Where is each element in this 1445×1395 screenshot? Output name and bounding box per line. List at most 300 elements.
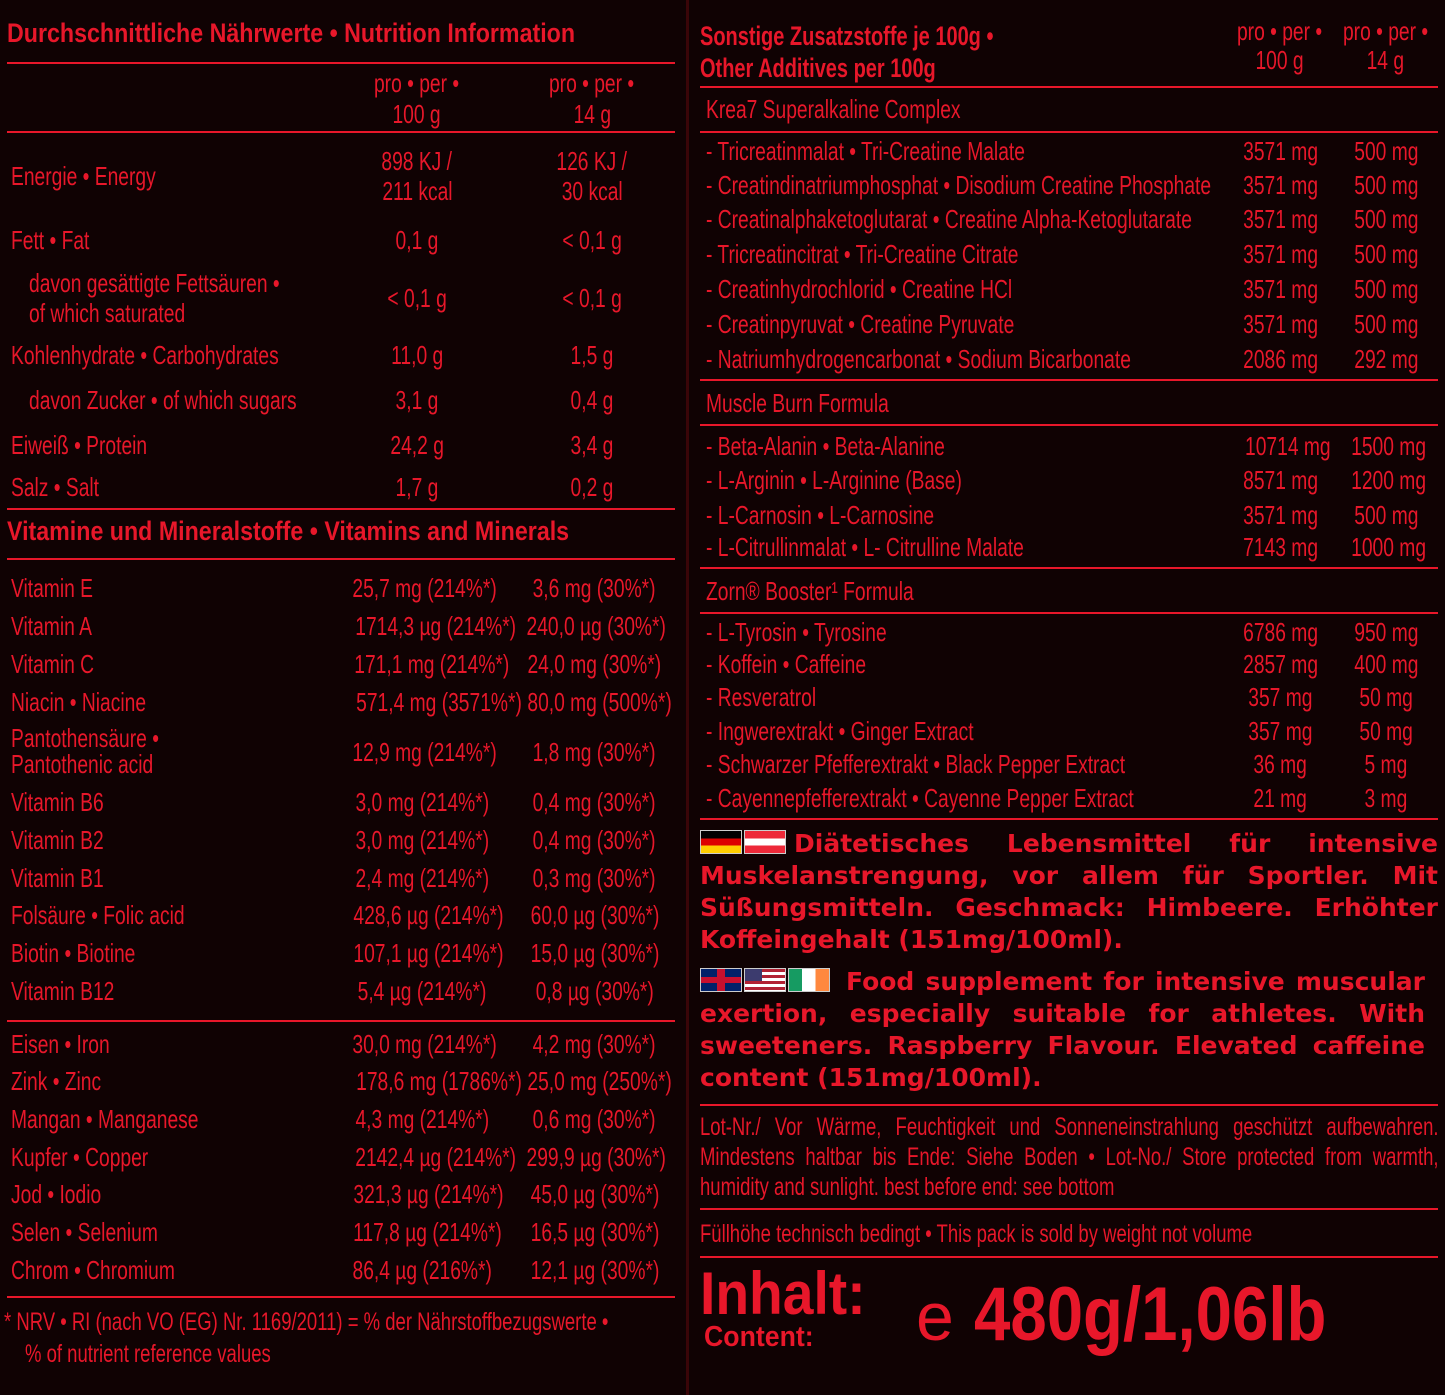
value-text: 3571 mg xyxy=(1243,274,1319,304)
value-per100 xyxy=(1230,344,1330,374)
value-per14 xyxy=(502,1217,687,1247)
additive-label xyxy=(706,682,855,712)
value-per100 xyxy=(327,649,517,679)
value-per14 xyxy=(527,225,657,255)
nutrient-label-text: of which saturated xyxy=(29,298,186,328)
value-text: 3571 mg xyxy=(1243,309,1319,339)
vitamin-label xyxy=(11,863,136,893)
value-per14 xyxy=(1338,500,1434,530)
additive-label-text: - Schwarzer Pfefferextrakt • Black Pepper Extract xyxy=(706,749,1126,779)
value-per100 xyxy=(1230,682,1330,712)
value-text: 10714 mg xyxy=(1245,431,1331,461)
value-text: 1,7 g xyxy=(395,472,439,502)
value-text: 0,4 mg (30%*) xyxy=(533,787,656,817)
value-per14 xyxy=(527,385,657,415)
value-per100 xyxy=(1230,783,1330,813)
value-per14 xyxy=(1338,170,1434,200)
value-per14 xyxy=(1338,344,1434,374)
additive-label-text: - Cayennepfefferextrakt • Cayenne Pepper Extract xyxy=(706,783,1134,813)
group-title-text: Krea7 Superalkaline Complex xyxy=(706,94,961,124)
fill-note: Füllhöhe technisch bedingt • This pack is sold by weight not volume xyxy=(700,1220,1253,1248)
vitamin-label-text: Niacin • Niacine xyxy=(11,687,147,717)
value-text: 950 mg xyxy=(1353,617,1419,647)
footnote-line2: % of nutrient reference values xyxy=(25,1340,271,1368)
value-text: 0,4 g xyxy=(570,385,614,415)
additive-label-text: - Creatinhydrochlorid • Creatine HCl xyxy=(706,274,1013,304)
notice-english: Food supplement for intensive muscular exertion, especially suitable for athletes. With sweeteners. Raspberry Flavour. Elevated caffeine content (151mg/100ml). xyxy=(700,967,1425,1092)
group-title-text: Zorn® Booster¹ Formula xyxy=(706,576,914,606)
additive-label xyxy=(706,649,922,679)
rule xyxy=(700,86,1438,88)
nutrient-label-text: davon Zucker • of which sugars xyxy=(29,385,297,415)
rule xyxy=(700,1104,1438,1106)
value-text: 571,4 mg (3571%*) xyxy=(356,687,522,717)
value-text: 11,0 g xyxy=(390,340,444,370)
value-text: 80,0 mg (500%*) xyxy=(527,687,672,717)
value-per100 xyxy=(1230,649,1330,679)
nutrient-label-text: Energie • Energy xyxy=(11,161,156,191)
additive-label-text: - L-Tyrosin • Tyrosine xyxy=(706,617,887,647)
mineral-label xyxy=(11,1029,144,1059)
value-text: 86,4 µg (216%*) xyxy=(352,1255,492,1285)
value-text: 500 mg xyxy=(1353,309,1419,339)
value-per100 xyxy=(1230,204,1330,234)
value-text: 3571 mg xyxy=(1243,239,1319,269)
value-per100 xyxy=(327,611,517,641)
additive-label-text: - Creatinalphaketoglutarat • Creatine Alpha-Ketoglutarate xyxy=(706,204,1192,234)
nutrition-title: Durchschnittliche Nährwerte • Nutrition Information xyxy=(7,18,576,48)
value-text: 0,3 mg (30%*) xyxy=(533,863,656,893)
nutrition-col-per14: pro • per • 14 g xyxy=(549,68,635,129)
additive-label-text: - L-Arginin • L-Arginine (Base) xyxy=(706,465,962,495)
value-text: 3571 mg xyxy=(1243,500,1319,530)
value-text: 60,0 µg (30%*) xyxy=(530,900,659,930)
value-per100 xyxy=(327,1255,517,1285)
value-per14 xyxy=(527,283,657,313)
value-text: 5 mg xyxy=(1364,749,1408,779)
value-per14 xyxy=(527,430,657,460)
flag-ireland-icon xyxy=(788,968,830,992)
value-per100 xyxy=(327,687,522,717)
value-text: 0,6 mg (30%*) xyxy=(533,1104,656,1134)
vitamin-label-text: Vitamin B12 xyxy=(11,976,115,1006)
nutrient-label xyxy=(29,385,391,415)
value-text: 500 mg xyxy=(1353,500,1419,530)
value-per14 xyxy=(527,146,657,206)
additive-label xyxy=(706,431,1029,461)
rule xyxy=(700,1208,1438,1210)
vitamin-label xyxy=(11,725,211,777)
value-text: 2086 mg xyxy=(1243,344,1319,374)
value-text: 500 mg xyxy=(1353,239,1419,269)
vitamin-label-text: Pantothenic acid xyxy=(11,749,154,779)
nutrient-label-text: Eiweiß • Protein xyxy=(11,430,148,460)
value-text: < 0,1 g xyxy=(387,283,447,313)
mineral-label-text: Zink • Zinc xyxy=(11,1066,102,1096)
value-per14 xyxy=(527,340,657,370)
rule xyxy=(700,567,1438,569)
value-text: 24,0 mg (30%*) xyxy=(527,649,662,679)
value-per100 xyxy=(1230,716,1330,746)
value-per100 xyxy=(327,900,517,930)
value-text: 24,2 g xyxy=(390,430,444,460)
nutrient-label xyxy=(11,225,117,255)
mineral-label xyxy=(11,1104,264,1134)
value-per100 xyxy=(327,573,517,603)
value-text: 171,1 mg (214%*) xyxy=(354,649,510,679)
value-text: 1,8 mg (30%*) xyxy=(533,737,656,767)
mineral-label-text: Chrom • Chromium xyxy=(11,1255,175,1285)
value-per100 xyxy=(327,1066,522,1096)
value-text: 1714,3 µg (214%*) xyxy=(355,611,517,641)
value-per14 xyxy=(502,938,687,968)
nutrient-label-text: Kohlenhydrate • Carbohydrates xyxy=(11,340,279,370)
rule xyxy=(7,1296,675,1298)
vitamin-label xyxy=(11,825,136,855)
value-text: 30,0 mg (214%*) xyxy=(352,1029,497,1059)
additive-label xyxy=(706,274,1120,304)
rule xyxy=(7,508,675,510)
value-per14 xyxy=(1338,617,1434,647)
value-per100 xyxy=(352,340,482,370)
value-per100 xyxy=(1230,500,1330,530)
value-per100 xyxy=(327,787,517,817)
additive-label-text: - Tricreatinmalat • Tri-Creatine Malate xyxy=(706,136,1025,166)
additive-label xyxy=(706,617,950,647)
rule xyxy=(700,131,1438,133)
rule xyxy=(700,818,1438,820)
nutrient-label-text: Salz • Salt xyxy=(11,472,100,502)
value-text: 321,3 µg (214%*) xyxy=(353,1179,504,1209)
value-text: 50 mg xyxy=(1359,716,1413,746)
additive-label-text: - Creatinpyruvat • Creatine Pyruvate xyxy=(706,309,1015,339)
flag-austria-icon xyxy=(744,830,786,854)
mineral-label-text: Kupfer • Copper xyxy=(11,1142,149,1172)
value-per14 xyxy=(1338,649,1434,679)
vitamin-label-text: Vitamin B6 xyxy=(11,787,104,817)
value-per100 xyxy=(1230,170,1330,200)
rule xyxy=(700,1256,1438,1258)
value-per100 xyxy=(1230,136,1330,166)
flag-germany-icon xyxy=(700,830,742,854)
value-per100 xyxy=(327,863,517,893)
value-text: 15,0 µg (30%*) xyxy=(530,938,659,968)
rule xyxy=(7,62,675,64)
value-per100 xyxy=(1230,431,1330,461)
additive-label-text: - Beta-Alanin • Beta-Alanine xyxy=(706,431,945,461)
value-per100 xyxy=(327,1179,517,1209)
value-per14 xyxy=(1338,274,1434,304)
value-text: 500 mg xyxy=(1353,274,1419,304)
vitamin-label-text: Vitamin E xyxy=(11,573,93,603)
value-per14 xyxy=(1338,204,1434,234)
value-per100 xyxy=(352,225,482,255)
value-text: 357 mg xyxy=(1247,716,1313,746)
value-per100 xyxy=(327,1104,517,1134)
value-per100 xyxy=(327,938,517,968)
flag-usa-icon xyxy=(744,968,786,992)
group-title-text: Muscle Burn Formula xyxy=(706,388,889,418)
value-per14 xyxy=(502,976,687,1006)
value-per100 xyxy=(352,430,482,460)
value-per14 xyxy=(1338,749,1434,779)
additive-label-text: - L-Carnosin • L-Carnosine xyxy=(706,500,935,530)
vitamin-label-text: Pantothensäure • xyxy=(11,723,159,753)
nutrition-col-per100: pro • per • 100 g xyxy=(374,68,460,129)
additive-label-text: - Ingwerextrakt • Ginger Extract xyxy=(706,716,974,746)
value-per100 xyxy=(327,1217,517,1247)
nutrient-label xyxy=(11,161,207,191)
value-text: 3,0 mg (214%*) xyxy=(355,787,489,817)
value-text: 117,8 µg (214%*) xyxy=(353,1217,502,1247)
value-per14 xyxy=(1338,239,1434,269)
value-text: 3,4 g xyxy=(570,430,614,460)
vitamin-label-text: Biotin • Biotine xyxy=(11,938,136,968)
nutrition-row xyxy=(7,268,675,330)
additive-label xyxy=(706,136,1137,166)
value-text: 0,2 g xyxy=(570,472,614,502)
vitamin-label xyxy=(11,573,122,603)
value-per100 xyxy=(352,385,482,415)
nutrient-label xyxy=(11,430,195,460)
mineral-label-text: Selen • Selenium xyxy=(11,1217,158,1247)
mineral-label-text: Eisen • Iron xyxy=(11,1029,110,1059)
value-text: 898 KJ / xyxy=(381,146,453,176)
value-per14 xyxy=(502,1066,687,1096)
vitamins-title: Vitamine und Mineralstoffe • Vitamins and Minerals xyxy=(7,516,570,546)
value-per100 xyxy=(1230,465,1330,495)
value-per14 xyxy=(502,1104,687,1134)
value-per14 xyxy=(1338,716,1434,746)
additive-label xyxy=(706,309,1123,339)
content-label-de: Inhalt: xyxy=(700,1260,866,1327)
nutrient-label-text: davon gesättigte Fettsäuren • xyxy=(29,268,280,298)
rule xyxy=(7,558,675,560)
value-text: 8571 mg xyxy=(1243,465,1319,495)
value-per14 xyxy=(1338,465,1434,495)
value-per14 xyxy=(502,1255,687,1285)
additive-group-title xyxy=(706,94,1050,125)
additives-col-per14: pro • per • 14 g xyxy=(1342,16,1429,75)
flag-uk-icon xyxy=(700,968,742,992)
value-text: 50 mg xyxy=(1359,682,1413,712)
notice-german: Diätetisches Lebensmittel für intensive Muskelanstrengung, vor allem für Sportler. Mit Süßungsmitteln. Geschmack: Himbeere. Erhöhter Koffeingehalt (151mg/100ml). xyxy=(700,829,1438,954)
value-per100 xyxy=(1230,239,1330,269)
value-per14 xyxy=(1338,682,1434,712)
value-per14 xyxy=(502,737,687,767)
value-text: 3571 mg xyxy=(1243,136,1319,166)
value-text: 400 mg xyxy=(1353,649,1419,679)
nutrient-label xyxy=(11,472,130,502)
additive-label xyxy=(706,532,1136,562)
nutrient-label xyxy=(29,268,368,328)
value-per14 xyxy=(1338,136,1434,166)
value-per100 xyxy=(327,976,517,1006)
additives-col-per100: pro • per • 100 g xyxy=(1237,16,1323,75)
value-text: 299,9 µg (30%*) xyxy=(526,1142,666,1172)
value-text: < 0,1 g xyxy=(562,283,622,313)
e-mark-icon: e xyxy=(916,1279,954,1355)
additive-group-title xyxy=(706,388,953,419)
value-per100 xyxy=(327,1142,517,1172)
value-per14 xyxy=(502,787,687,817)
mineral-label xyxy=(11,1255,232,1285)
value-text: 3,0 mg (214%*) xyxy=(355,825,489,855)
mineral-label-text: Jod • Iodio xyxy=(11,1179,102,1209)
additive-label xyxy=(706,783,1284,813)
value-text: 3 mg xyxy=(1364,783,1408,813)
value-per14 xyxy=(502,1179,687,1209)
rule xyxy=(7,131,675,133)
additive-label-text: - Tricreatincitrat • Tri-Creatine Citrate xyxy=(706,239,1019,269)
mineral-label xyxy=(11,1142,196,1172)
value-per100 xyxy=(1230,749,1330,779)
value-per14 xyxy=(1338,532,1434,562)
value-per100 xyxy=(352,472,482,502)
value-per14 xyxy=(502,825,687,855)
storage-note: Lot-Nr./ Vor Wärme, Feuchtigkeit und Sonneneinstrahlung geschützt aufbewahren. Mindestens haltbar bis Ende: Siehe Boden • Lot-No./ Store protected from warmth, humidity and sunlight. best before end: see bottom xyxy=(700,1113,1439,1201)
value-text: 2,4 mg (214%*) xyxy=(355,863,489,893)
value-per14 xyxy=(502,1029,687,1059)
value-text: 357 mg xyxy=(1247,682,1313,712)
value-per100 xyxy=(327,825,517,855)
value-text: 12,9 mg (214%*) xyxy=(352,737,497,767)
vitamin-label xyxy=(11,611,120,641)
additive-label-text: - Resveratrol xyxy=(706,682,817,712)
rule xyxy=(700,612,1438,614)
rule xyxy=(700,379,1438,381)
value-text: 4,3 mg (214%*) xyxy=(355,1104,489,1134)
vitamin-label xyxy=(11,938,179,968)
vitamin-label xyxy=(11,787,136,817)
value-per100 xyxy=(327,737,517,767)
rule xyxy=(7,1020,675,1022)
value-per14 xyxy=(527,472,657,502)
value-text: 45,0 µg (30%*) xyxy=(530,1179,659,1209)
value-text: 12,1 µg (30%*) xyxy=(530,1255,659,1285)
footnote-line1: * NRV • RI (nach VO (EG) Nr. 1169/2011) = % der Nährstoffbezugswerte • xyxy=(4,1308,609,1336)
vitamin-label xyxy=(11,687,194,717)
mineral-label xyxy=(11,1217,209,1247)
value-per100 xyxy=(1230,309,1330,339)
nutrient-label-text: Fett • Fat xyxy=(11,225,90,255)
value-text: 5,4 µg (214%*) xyxy=(357,976,487,1006)
additive-label-text: - Natriumhydrogencarbonat • Sodium Bicarbonate xyxy=(706,344,1131,374)
value-text: 21 mg xyxy=(1253,783,1307,813)
additive-label-text: - L-Citrullinmalat • L- Citrulline Malate xyxy=(706,532,1024,562)
additive-label xyxy=(706,344,1280,374)
value-text: 1200 mg xyxy=(1351,465,1427,495)
nutrition-row xyxy=(7,146,675,208)
value-text: 25,7 mg (214%*) xyxy=(352,573,497,603)
vitamin-label-text: Vitamin B2 xyxy=(11,825,104,855)
mineral-label xyxy=(11,1179,133,1209)
value-per100 xyxy=(1230,532,1330,562)
additives-title: Sonstige Zusatzstoffe je 100g • Other Additives per 100g xyxy=(700,21,994,83)
content-label-en: Content: xyxy=(704,1321,814,1353)
value-text: 0,1 g xyxy=(395,225,439,255)
value-text: 1500 mg xyxy=(1351,431,1427,461)
mineral-label xyxy=(11,1066,133,1096)
mineral-label-text: Mangan • Manganese xyxy=(11,1104,199,1134)
value-per14 xyxy=(502,863,687,893)
vitamin-label-text: Folsäure • Folic acid xyxy=(11,900,185,930)
value-per14 xyxy=(1338,783,1434,813)
value-text: 16,5 µg (30%*) xyxy=(530,1217,659,1247)
rule xyxy=(700,424,1438,426)
value-text: 30 kcal xyxy=(561,176,623,206)
value-text: < 0,1 g xyxy=(562,225,622,255)
value-text: 240,0 µg (30%*) xyxy=(526,611,666,641)
value-text: 7143 mg xyxy=(1243,532,1319,562)
value-text: 25,0 mg (250%*) xyxy=(527,1066,672,1096)
additive-label xyxy=(706,465,1052,495)
content-amount: 480g/1,06lb xyxy=(974,1272,1327,1357)
vitamin-label-text: Vitamin B1 xyxy=(11,863,104,893)
value-text: 1000 mg xyxy=(1351,532,1427,562)
vitamin-label-text: Vitamin C xyxy=(11,649,95,679)
value-text: 6786 mg xyxy=(1243,617,1319,647)
value-per14 xyxy=(1338,431,1434,461)
value-text: 0,8 µg (30%*) xyxy=(535,976,654,1006)
vitamin-label-text: Vitamin A xyxy=(11,611,92,641)
additive-label xyxy=(706,500,1014,530)
value-text: 36 mg xyxy=(1253,749,1307,779)
value-text: 4,2 mg (30%*) xyxy=(533,1029,656,1059)
value-text: 2857 mg xyxy=(1243,649,1319,679)
value-text: 500 mg xyxy=(1353,204,1419,234)
additive-label-text: - Koffein • Caffeine xyxy=(706,649,867,679)
value-per14 xyxy=(502,573,687,603)
value-text: 500 mg xyxy=(1353,136,1419,166)
value-per14 xyxy=(502,611,687,641)
value-text: 0,4 mg (30%*) xyxy=(533,825,656,855)
value-text: 3571 mg xyxy=(1243,204,1319,234)
vitamin-label xyxy=(11,900,246,930)
value-per14 xyxy=(502,687,687,717)
value-text: 428,6 µg (214%*) xyxy=(353,900,504,930)
additive-label xyxy=(706,239,1128,269)
value-text: 3,1 g xyxy=(395,385,439,415)
vitamin-label xyxy=(11,976,151,1006)
value-text: 107,1 µg (214%*) xyxy=(353,938,504,968)
value-per14 xyxy=(502,1142,687,1172)
value-text: 1,5 g xyxy=(570,340,614,370)
value-per100 xyxy=(1230,617,1330,647)
value-text: 178,6 mg (1786%*) xyxy=(356,1066,522,1096)
nutrient-label xyxy=(11,340,373,370)
value-per14 xyxy=(502,649,687,679)
value-text: 126 KJ / xyxy=(556,146,628,176)
value-text: 211 kcal xyxy=(381,176,453,206)
value-per100 xyxy=(1230,274,1330,304)
value-text: 2142,4 µg (214%*) xyxy=(355,1142,517,1172)
additive-group-title xyxy=(706,576,987,607)
vitamin-label xyxy=(11,649,123,679)
value-per14 xyxy=(1338,309,1434,339)
value-per100 xyxy=(352,283,482,313)
additive-label xyxy=(706,716,1068,746)
value-text: 292 mg xyxy=(1353,344,1419,374)
value-text: 3571 mg xyxy=(1243,170,1319,200)
value-text: 3,6 mg (30%*) xyxy=(533,573,656,603)
value-per100 xyxy=(327,1029,517,1059)
additive-label xyxy=(706,749,1272,779)
value-text: 500 mg xyxy=(1353,170,1419,200)
value-per100 xyxy=(352,146,482,206)
additive-label-text: - Creatindinatriumphosphat • Disodium Creatine Phosphate xyxy=(706,170,1212,200)
value-per14 xyxy=(502,900,687,930)
